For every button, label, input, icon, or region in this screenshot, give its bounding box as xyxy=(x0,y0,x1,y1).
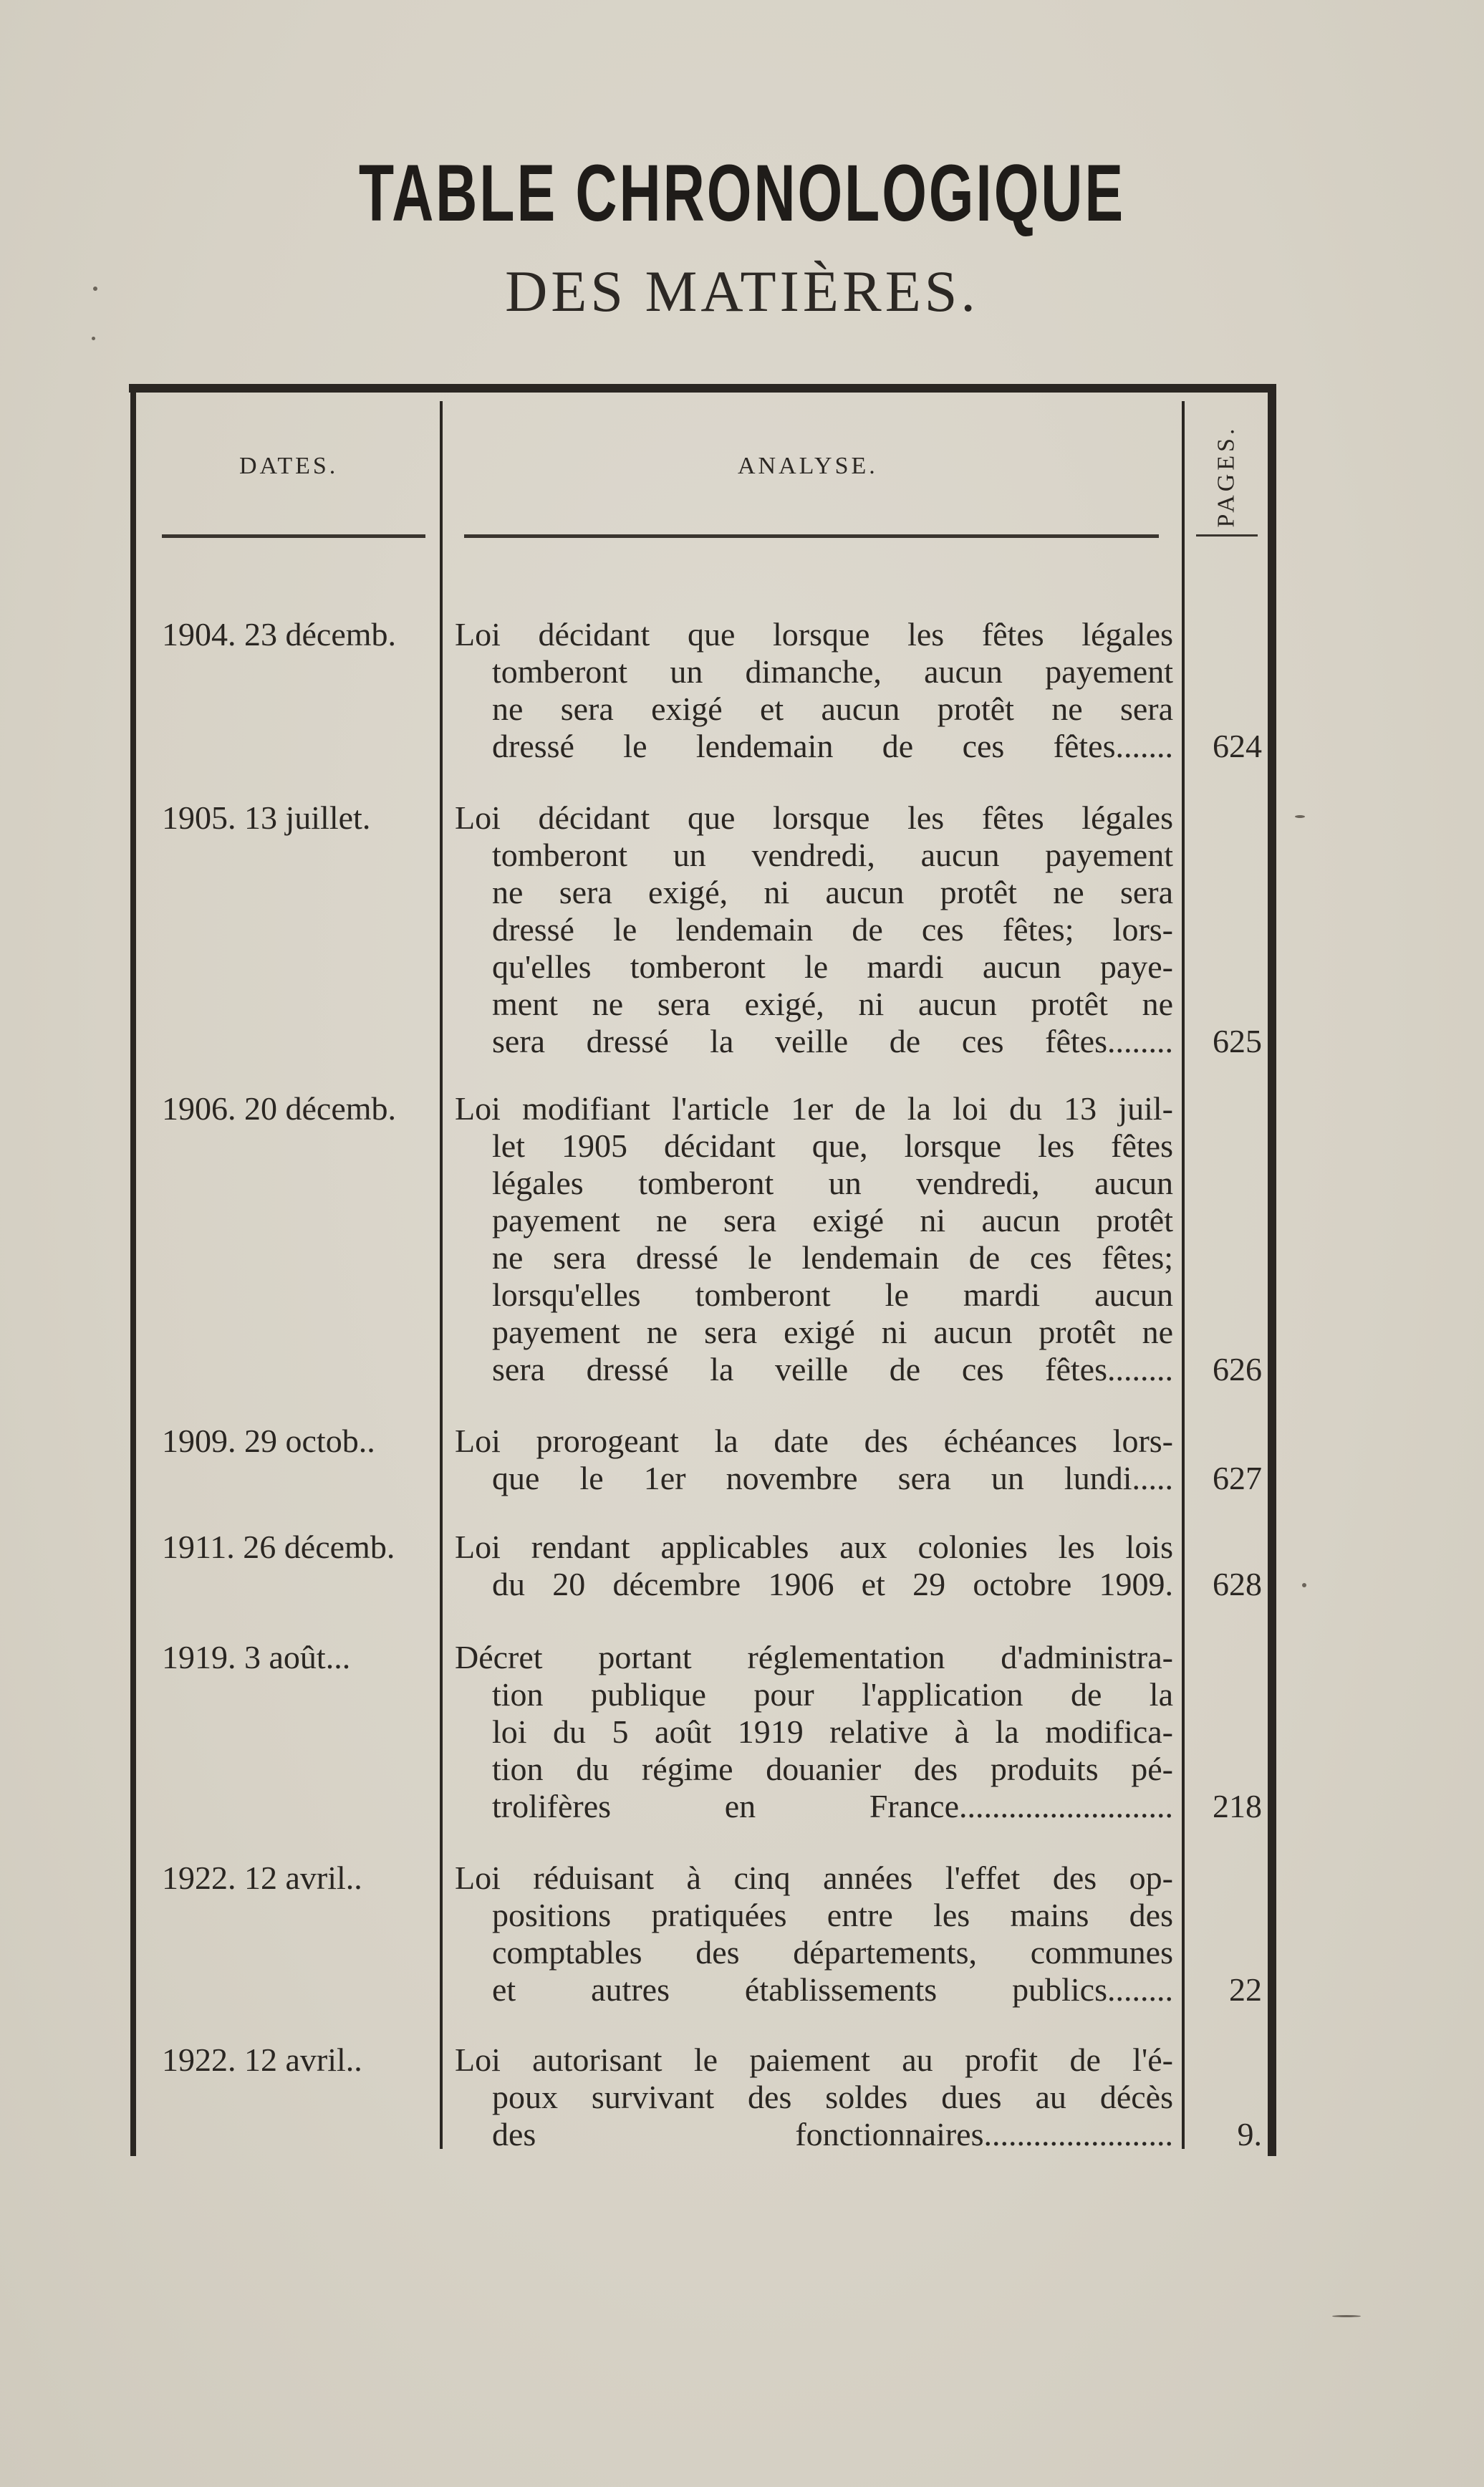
analysis-line: Loi décidant que lorsque les fêtes légales xyxy=(455,616,1173,653)
analysis-line: sera dressé la veille de ces fêtes........ xyxy=(492,1351,1173,1387)
analysis-line: ne sera dressé le lendemain de ces fêtes; xyxy=(492,1239,1173,1276)
entry-date: 1904. 23 décemb. xyxy=(162,616,397,653)
analysis-line: loi du 5 août 1919 relative à la modifica- xyxy=(492,1713,1173,1750)
analysis-line: ment ne sera exigé, ni aucun protêt ne xyxy=(492,986,1173,1022)
analysis-line: positions pratiquées entre les mains des xyxy=(492,1897,1173,1933)
column-header-pages-box xyxy=(1195,415,1259,537)
print-speck xyxy=(1302,1583,1306,1587)
analysis-line: tomberont un dimanche, aucun payement xyxy=(492,653,1173,690)
analysis-line: comptables des départements, communes xyxy=(492,1934,1173,1971)
column-header-pages: PAGES. xyxy=(1213,425,1240,528)
page-title: TABLE CHRONOLOGIQUE xyxy=(358,148,1126,238)
print-speck xyxy=(92,337,95,340)
analysis-line: dressé le lendemain de ces fêtes; lors- xyxy=(492,911,1173,948)
entry-date: 1909. 29 octob.. xyxy=(162,1423,375,1459)
analysis-line: Loi réduisant à cinq années l'effet des op- xyxy=(455,1860,1173,1896)
entry-date: 1919. 3 août... xyxy=(162,1639,351,1675)
header-rule-dates xyxy=(162,534,425,538)
header-rule-pages xyxy=(1196,534,1258,537)
entry-page: 9. xyxy=(1237,2116,1262,2152)
entry-analysis xyxy=(455,2041,1173,2153)
header-rule-analyse xyxy=(464,534,1159,538)
entry-date: 1905. 13 juillet. xyxy=(162,799,371,836)
entry-page: 625 xyxy=(1213,1023,1262,1059)
column-header-dates: DATES. xyxy=(239,453,339,479)
print-speck xyxy=(93,287,97,291)
entry-analysis xyxy=(455,1090,1173,1388)
print-speck xyxy=(1295,815,1305,818)
table-right-border xyxy=(1268,393,1276,2156)
analysis-line: qu'elles tomberont le mardi aucun paye- xyxy=(492,948,1173,985)
entry-date: 1922. 12 avril.. xyxy=(162,1860,362,1896)
entry-page: 626 xyxy=(1213,1351,1262,1387)
entry-analysis xyxy=(455,1423,1173,1497)
entry-analysis xyxy=(455,799,1173,1060)
analysis-line: lorsqu'elles tomberont le mardi aucun xyxy=(492,1276,1173,1313)
analysis-line: payement ne sera exigé ni aucun protêt xyxy=(492,1202,1173,1238)
table-top-rule xyxy=(129,384,1276,393)
entry-date: 1911. 26 décemb. xyxy=(162,1529,395,1565)
analysis-line: du 20 décembre 1906 et 29 octobre 1909. xyxy=(492,1566,1173,1602)
analysis-line: payement ne sera exigé ni aucun protêt ne xyxy=(492,1314,1173,1350)
analysis-line: Loi modifiant l'article 1er de la loi du 13 juil- xyxy=(455,1090,1173,1127)
entry-page: 627 xyxy=(1213,1460,1262,1496)
column-header-analyse: ANALYSE. xyxy=(738,453,878,479)
analysis-line: trolifères en France.......................... xyxy=(492,1788,1173,1824)
entry-analysis xyxy=(455,1639,1173,1825)
analysis-line: Loi décidant que lorsque les fêtes légales xyxy=(455,799,1173,836)
analysis-line: légales tomberont un vendredi, aucun xyxy=(492,1165,1173,1201)
analysis-line: Décret portant réglementation d'administra- xyxy=(455,1639,1173,1675)
page-subtitle: DES MATIÈRES. xyxy=(505,259,979,324)
entry-page: 624 xyxy=(1213,728,1262,764)
analysis-line: et autres établissements publics........ xyxy=(492,1971,1173,2008)
analysis-line: tion publique pour l'application de la xyxy=(492,1676,1173,1713)
entry-analysis xyxy=(455,1860,1173,2009)
table-left-border xyxy=(130,393,136,2156)
analysis-line: que le 1er novembre sera un lundi..... xyxy=(492,1460,1173,1496)
entry-analysis xyxy=(455,616,1173,765)
entry-page: 218 xyxy=(1213,1788,1262,1824)
analysis-line: Loi prorogeant la date des échéances lors- xyxy=(455,1423,1173,1459)
analysis-line: Loi autorisant le paiement au profit de l'é- xyxy=(455,2041,1173,2078)
analysis-line: sera dressé la veille de ces fêtes........ xyxy=(492,1023,1173,1059)
entry-page: 628 xyxy=(1213,1566,1262,1602)
analysis-line: ne sera exigé et aucun protêt ne sera xyxy=(492,691,1173,727)
entry-date: 1906. 20 décemb. xyxy=(162,1090,397,1127)
analysis-line: dressé le lendemain de ces fêtes....... xyxy=(492,728,1173,764)
entry-page: 22 xyxy=(1229,1971,1262,2008)
analysis-line: ne sera exigé, ni aucun protêt ne sera xyxy=(492,874,1173,910)
analysis-line: Loi rendant applicables aux colonies les lois xyxy=(455,1529,1173,1565)
entry-date: 1922. 12 avril.. xyxy=(162,2041,362,2078)
analysis-line: poux survivant des soldes dues au décès xyxy=(492,2079,1173,2115)
analysis-line: tion du régime douanier des produits pé- xyxy=(492,1751,1173,1787)
analysis-line: tomberont un vendredi, aucun payement xyxy=(492,837,1173,873)
analysis-line: des fonctionnaires....................... xyxy=(492,2116,1173,2152)
column-divider-dates xyxy=(440,401,443,2149)
print-speck xyxy=(1332,2315,1361,2317)
entry-analysis xyxy=(455,1529,1173,1603)
analysis-line: let 1905 décidant que, lorsque les fêtes xyxy=(492,1127,1173,1164)
column-divider-pages xyxy=(1182,401,1185,2149)
